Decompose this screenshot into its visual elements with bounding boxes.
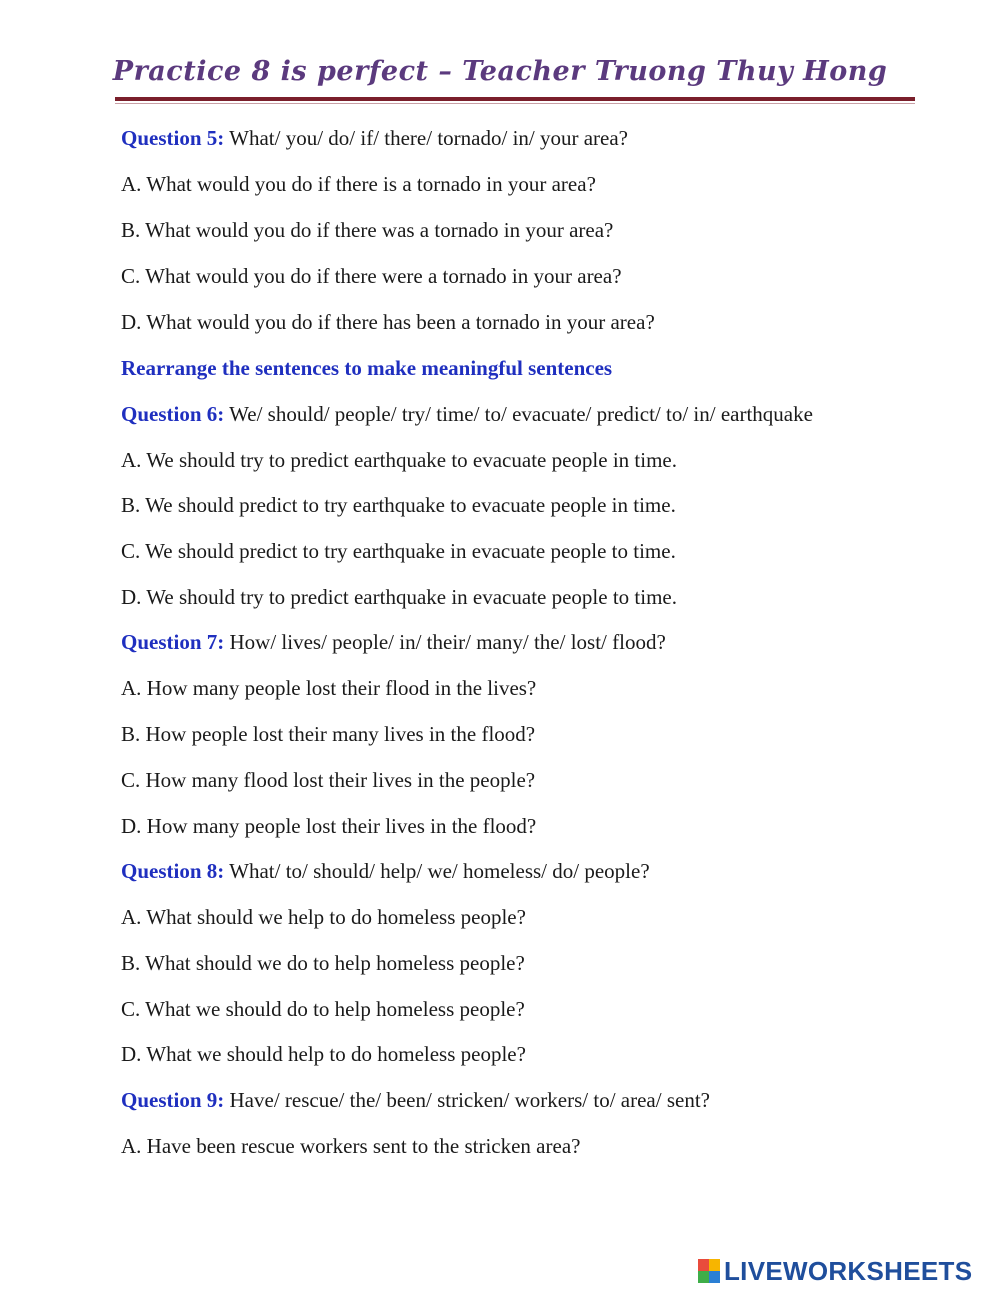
question-text: What/ you/ do/ if/ there/ tornado/ in/ your area?	[224, 126, 629, 150]
page-header-title: Practice 8 is perfect – Teacher Truong Thuy Hong	[112, 56, 888, 87]
question-label: Question 9:	[121, 1088, 225, 1112]
question-7-option-c: C. How many flood lost their lives in the people?	[121, 768, 536, 792]
question-6-option-d: D. We should try to predict earthquake in evacuate people to time.	[121, 585, 677, 609]
question-text: How/ lives/ people/ in/ their/ many/ the/ lost/ flood?	[224, 630, 666, 654]
question-8-option-a: A. What should we help to do homeless people?	[121, 905, 526, 929]
question-8-option-d: D. What we should help to do homeless people?	[121, 1042, 526, 1066]
question-5-prompt	[121, 125, 628, 151]
question-9-prompt	[121, 1087, 710, 1113]
question-text: Have/ rescue/ the/ been/ stricken/ workers/ to/ area/ sent?	[224, 1088, 710, 1112]
question-6-option-c: C. We should predict to try earthquake in evacuate people to time.	[121, 539, 676, 563]
brand-name: LIVEWORKSHEETS	[724, 1255, 973, 1286]
question-7-prompt	[121, 629, 666, 655]
question-7-option-d: D. How many people lost their lives in the flood?	[121, 814, 537, 838]
question-6-option-b: B. We should predict to try earthquake to evacuate people in time.	[121, 493, 676, 517]
liveworksheets-logo-icon	[698, 1259, 720, 1283]
question-8-prompt	[121, 858, 650, 884]
question-5-option-a: A. What would you do if there is a tornado in your area?	[121, 172, 596, 196]
question-7-option-b: B. How people lost their many lives in the flood?	[121, 722, 536, 746]
question-5-option-d: D. What would you do if there has been a tornado in your area?	[121, 310, 655, 334]
question-label: Question 5:	[121, 126, 225, 150]
question-5-option-b: B. What would you do if there was a tornado in your area?	[121, 218, 614, 242]
liveworksheets-brand[interactable]	[698, 1256, 972, 1286]
question-6-option-a: A. We should try to predict earthquake to evacuate people in time.	[121, 448, 677, 472]
header-divider-thin	[115, 103, 915, 104]
question-6-prompt	[121, 401, 813, 427]
question-label: Question 8:	[121, 859, 225, 883]
question-text: What/ to/ should/ help/ we/ homeless/ do/ people?	[224, 859, 650, 883]
question-7-option-a: A. How many people lost their flood in the lives?	[121, 676, 537, 700]
question-8-option-c: C. What we should do to help homeless people?	[121, 997, 525, 1021]
question-label: Question 6:	[121, 402, 225, 426]
section-heading: Rearrange the sentences to make meaningful sentences	[121, 356, 613, 380]
question-text: We/ should/ people/ try/ time/ to/ evacuate/ predict/ to/ in/ earthquake	[224, 402, 813, 426]
question-8-option-b: B. What should we do to help homeless people?	[121, 951, 525, 975]
question-label: Question 7:	[121, 630, 225, 654]
question-5-option-c: C. What would you do if there were a tornado in your area?	[121, 264, 622, 288]
question-9-option-a: A. Have been rescue workers sent to the stricken area?	[121, 1134, 581, 1158]
header-divider	[115, 97, 915, 101]
